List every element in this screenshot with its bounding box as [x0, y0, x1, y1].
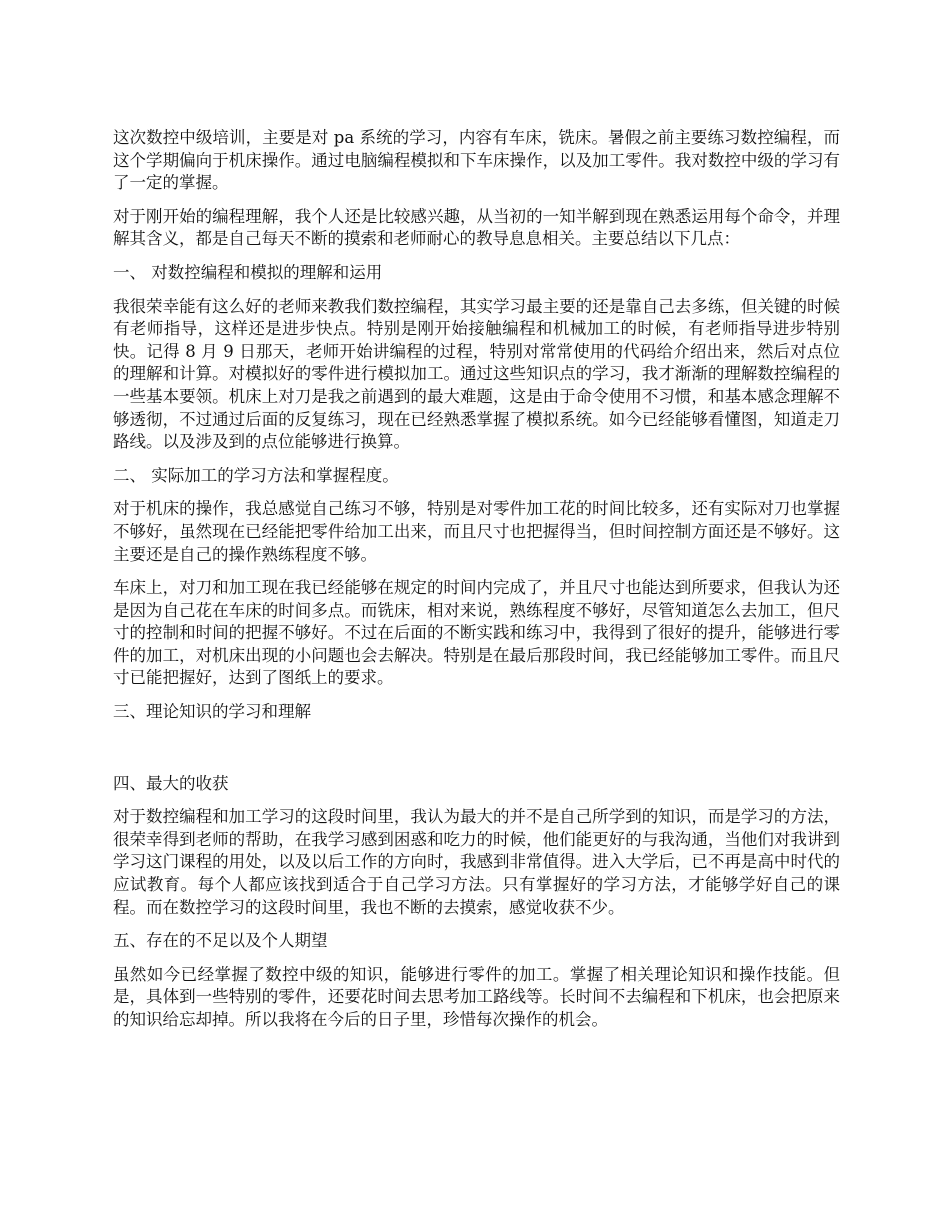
blank-space — [113, 735, 840, 773]
intro-paragraph-2: 对于刚开始的编程理解，我个人还是比较感兴趣，从当初的一知半解到现在熟悉运用每个命令，并理解其含义，都是自己每天不断的摸索和老师耐心的教导息息相关。主要总结以下几点： — [113, 206, 840, 249]
section-heading-3: 三、理论知识的学习和理解 — [113, 702, 311, 722]
section-heading-2: 二、 实际加工的学习方法和掌握程度。 — [113, 465, 399, 485]
document-body — [113, 127, 840, 1043]
intro-paragraph-1: 这次数控中级培训，主要是对 pa 系统的学习，内容有车床，铣床。暑假之前主要练习数控编程，而这个学期偏向于机床操作。通过电脑编程模拟和下车床操作，以及加工零件。我对数控中级的学习有了一定的掌握。 — [113, 128, 840, 193]
section-4-paragraph: 对于数控编程和加工学习的这段时间里，我认为最大的并不是自己所学到的知识，而是学习的方法，很荣幸得到老师的帮助，在我学习感到困惑和吃力的时候，他们能更好的与我沟通，当他们对我讲到学习这门课程的用处，以及以后工作的方向时，我感到非常值得。进入大学后，已不再是高中时代的应试教育。每个人都应该找到适合于自己学习方法。只有掌握好的学习方法，才能够学好自己的课程。而在数控学习的这段时间里，我也不断的去摸索，感觉收获不少。 — [113, 807, 840, 917]
section-heading-5: 五、存在的不足以及个人期望 — [113, 931, 328, 951]
section-2-paragraph-1: 对于机床的操作，我总感觉自己练习不够，特别是对零件加工花的时间比较多，还有实际对刀也掌握不够好，虽然现在已经能把零件给加工出来，而且尺寸也把握得当，但时间控制方面还是不够好。这主要还是自己的操作熟练程度不够。 — [113, 499, 840, 564]
section-heading-1: 一、 对数控编程和模拟的理解和运用 — [113, 262, 383, 282]
section-heading-4: 四、最大的收获 — [113, 773, 229, 793]
section-1-paragraph: 我很荣幸能有这么好的老师来教我们数控编程，其实学习最主要的还是靠自己去多练，但关键的时候有老师指导，这样还是进步快点。特别是刚开始接触编程和机械加工的时候，有老师指导进步特别快。记得 8 月 9 日那天，老师开始讲编程的过程，特别对常常使用的代码给介绍出来，然后对点位的理解和计算。对模拟好的零件进行模拟加工。通过这些知识点的学习，我才渐渐的理解数控编程的一些基本要领。机床上对刀是我之前遇到的最大难题，这是由于命令使用不习惯，和基本感念理解不够透彻，不过通过后面的反复练习，现在已经熟悉掌握了模拟系统。如今已经能够看懂图，知道走刀路线。以及涉及到的点位能够进行换算。 — [113, 296, 840, 452]
section-5-paragraph: 虽然如今已经掌握了数控中级的知识，能够进行零件的加工。掌握了相关理论知识和操作技能。但是，具体到一些特别的零件，还要花时间去思考加工路线等。长时间不去编程和下机床，也会把原来的知识给忘却掉。所以我将在今后的日子里，珍惜每次操作的机会。 — [113, 964, 840, 1029]
section-2-paragraph-2: 车床上，对刀和加工现在我已经能够在规定的时间内完成了，并且尺寸也能达到所要求，但我认为还是因为自己花在车床的时间多点。而铣床，相对来说，熟练程度不够好，尽管知道怎么去加工，但尺寸的控制和时间的把握不够好。不过在后面的不断实践和练习中，我得到了很好的提升，能够进行零件的加工，对机床出现的小问题也会去解决。特别是在最后那段时间，我已经能够加工零件。而且尺寸已能把握好，达到了图纸上的要求。 — [113, 578, 840, 688]
